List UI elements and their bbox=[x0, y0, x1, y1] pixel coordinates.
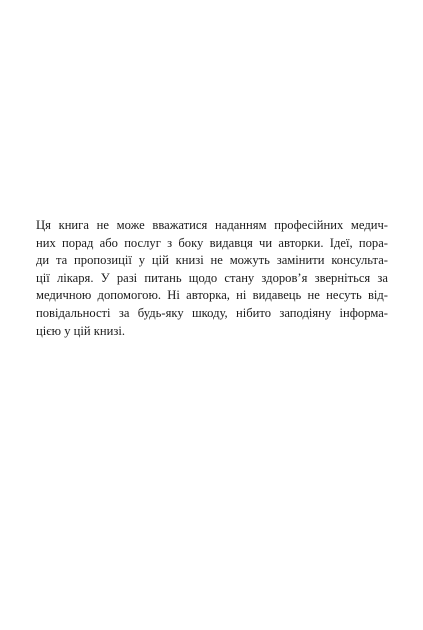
disclaimer-line: ції лікаря. У разі питань щодо стану здоров’я зверніться за bbox=[36, 270, 388, 285]
disclaimer-line: медичною допомогою. Ні авторка, ні видавець не несуть від- bbox=[36, 288, 388, 303]
disclaimer-line: них порад або послуг з боку видавця чи авторки. Ідеї, пора- bbox=[36, 235, 388, 250]
disclaimer-line: Ця книга не може вважатися наданням професійних медич- bbox=[36, 218, 388, 232]
disclaimer-paragraph bbox=[36, 217, 388, 340]
disclaimer-line: ди та пропозиції у цій книзі не можуть замінити консульта- bbox=[36, 253, 388, 268]
disclaimer-line: цією у цій книзі. bbox=[36, 323, 125, 338]
disclaimer-line: повідальності за будь-яку шкоду, нібито заподіяну інформа- bbox=[36, 305, 388, 320]
